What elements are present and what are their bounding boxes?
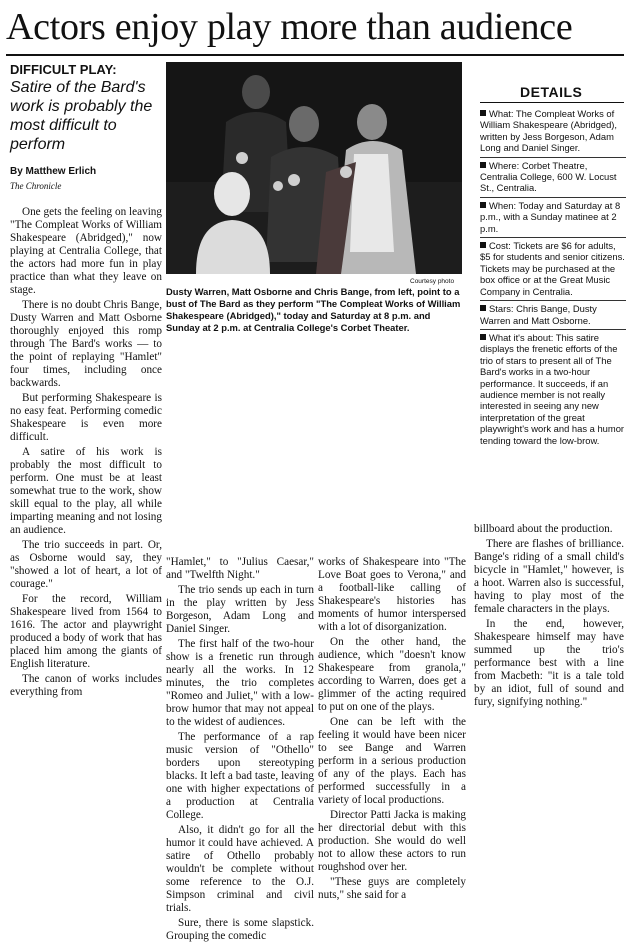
details-item: When: Today and Saturday at 8 p.m., with a Sunday matinee at 2 p.m. [480, 198, 626, 238]
details-title: DETAILS [520, 84, 583, 100]
paragraph: The trio succeeds in part. Or, as Osborne would say, they "showed a lot of heart, a lot of courage." [10, 539, 162, 590]
paragraph: The first half of the two-hour show is a frenetic run through nearly all the works. In 12 minutes, the trio completes "Romeo and Juliet," with a low-brow humor that may not appeal to the widest of audiences. [166, 638, 314, 728]
body-column-2 [166, 556, 314, 943]
source-line: The Chronicle [10, 181, 62, 191]
paragraph: But performing Shakespeare is no easy feat. Performing comedic Shakespeare is even more difficult. [10, 392, 162, 443]
paragraph: works of Shakespeare into "The Love Boat goes to Verona," and a football-like calling of Shakespeare's histories has moments of humor interspersed with a lot of disorganization. [318, 556, 466, 633]
paragraph: For the record, William Shakespeare lived from 1564 to 1616. The actor and playwright produced a body of work that has placed him among the giants of English literature. [10, 593, 162, 670]
paragraph: "Hamlet," to "Julius Caesar," and "Twelfth Night." [166, 556, 314, 581]
paragraph: The performance of a rap music version of "Othello" borders upon stereotyping blacks. It left a bad taste, leaving one with higher expectations of a production at Centralia College. [166, 731, 314, 821]
photo-illustration [166, 62, 462, 274]
paragraph: A satire of his work is probably the most difficult to perform. One must be at least somewhat true to the work, show skill equal to the play, all while imparting meaning and not losing an audience. [10, 446, 162, 536]
details-box [480, 106, 626, 449]
deck: Satire of the Bard's work is probably the most difficult to perform [10, 79, 153, 153]
photo-caption: Dusty Warren, Matt Osborne and Chris Bange, from left, point to a bust of The Bard as they perform "The Compleat Works of William Shakespeare (Abridged)," today and Saturday at 8 p.m. and Sunday at 2 p.m. at Centralia College's Corbet Theater. [166, 286, 461, 333]
paragraph: In the end, however, Shakespeare himself may have summed up the trio's performance best with a line from Macbeth: "it is a tale told by an idiot, full of sound and fury, signifying nothing." [474, 618, 624, 708]
bullet-square-icon [480, 202, 486, 208]
paragraph: The trio sends up each in turn in the play written by Jess Borgeson, Adam Long and Daniel Singer. [166, 584, 314, 635]
headline-rule [6, 54, 624, 56]
kicker: DIFFICULT PLAY: [10, 62, 117, 77]
details-item: What it's about: This satire displays the frenetic efforts of the trio of stars to present all of The Bard's works in a two-hour performance. It succeeds, if an audience member is not really interested in seeing any new interpretation of the great playwright's work and has a humor tending toward the low-brow. [480, 331, 625, 446]
paragraph: billboard about the production. [474, 523, 613, 535]
paragraph: There is no doubt Chris Bange, Dusty Warren and Matt Osborne thoroughly enjoyed this romp through The Bard's works — to the point of replaying "Hamlet" four times, including once backwards. [10, 299, 162, 389]
body-column-1 [10, 206, 162, 699]
bullet-square-icon [480, 334, 486, 340]
paragraph: Sure, there is some slapstick. Grouping the comedic [166, 917, 314, 942]
details-rule [480, 102, 624, 103]
headline: Actors enjoy play more than audience [6, 6, 573, 48]
details-item: Cost: Tickets are $6 for adults, $5 for students and senior citizens. Tickets may be purchased at the box office or at the Great Music Company in Centralia. [480, 238, 626, 301]
bullet-square-icon [480, 162, 486, 168]
paragraph: On the other hand, the audience, which "doesn't know Shakespeare from granola," according to Warren, does get a glimmer of the acting required to put on one of the plays. [318, 636, 466, 713]
body-column-3 [318, 556, 466, 902]
paragraph: There are flashes of brilliance. Bange's riding of a small child's bicycle in "Hamlet," however, is a hoot. Warren also is successful, having to play most of the female characters in the plays. [474, 538, 624, 615]
paragraph: "These guys are completely nuts," she said for a [318, 876, 466, 901]
bullet-square-icon [480, 242, 486, 248]
paragraph: The canon of works includes everything from [10, 673, 162, 698]
paragraph: Also, it didn't go for all the humor it could have achieved. A satire of Othello probably wouldn't be complete without some reference to the O.J. Simpson criminal and civil trials. [166, 824, 314, 914]
details-item: What: The Compleat Works of William Shakespeare (Abridged), written by Jess Borgeson, Adam Long and Daniel Singer. [480, 106, 626, 158]
bullet-square-icon [480, 305, 486, 311]
details-item: Where: Corbet Theatre, Centralia College, 600 W. Locust St., Centralia. [480, 158, 626, 198]
paragraph: Director Patti Jacka is making her directorial debut with this production. She would do well not to allow these actors to run roughshod over her. [318, 809, 466, 873]
paragraph: One gets the feeling on leaving "The Compleat Works of William Shakespeare (Abridged)," now playing at Centralia College, that the actors had more fun in play practice than what they leave on stage. [10, 206, 162, 296]
paragraph: One can be left with the feeling it would have been nicer to see Bange and Warren perform in a serious production of any of the plays. Each has performed successfully in a variety of local productions. [318, 716, 466, 806]
details-item: Stars: Chris Bange, Dusty Warren and Matt Osborne. [480, 301, 626, 330]
byline: By Matthew Erlich [10, 166, 97, 177]
photo-credit: Courtesy photo [410, 278, 455, 285]
bullet-square-icon [480, 110, 486, 116]
body-column-4 [474, 523, 624, 709]
article-photo [166, 62, 462, 274]
